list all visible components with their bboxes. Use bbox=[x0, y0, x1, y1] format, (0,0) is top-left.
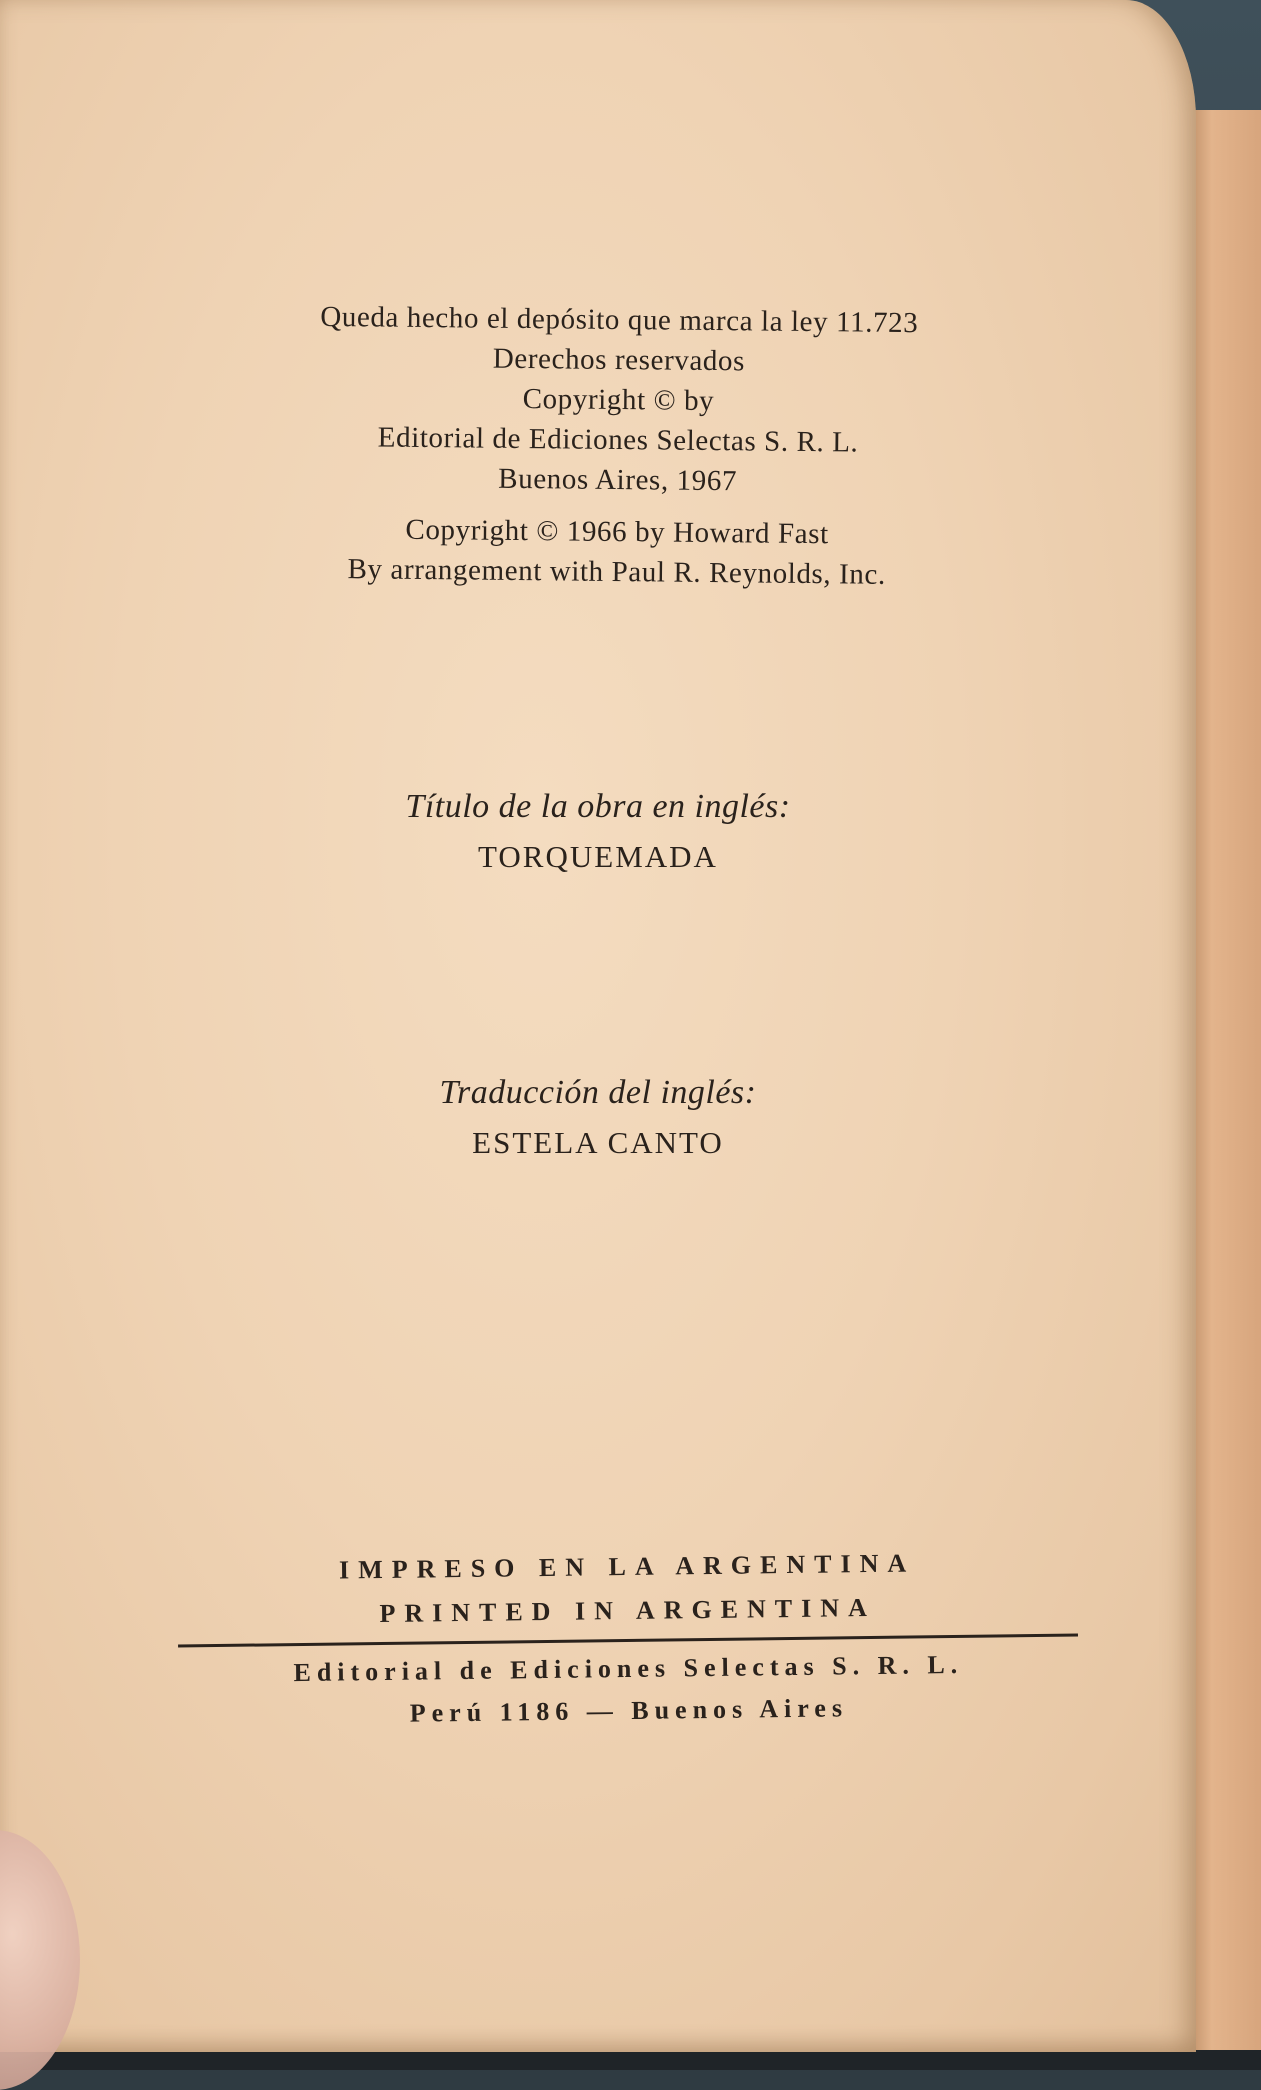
printed-in-english-line: PRINTED IN ARGENTINA bbox=[379, 1592, 877, 1629]
publisher-line: Editorial de Ediciones Selectas S. R. L. bbox=[377, 421, 859, 459]
original-title-block bbox=[0, 782, 1196, 882]
printed-in-spanish-line: IMPRESO EN LA ARGENTINA bbox=[338, 1548, 916, 1585]
copyright-block bbox=[19, 294, 1218, 599]
copyright-by-line: Copyright © by bbox=[522, 383, 715, 418]
original-title-value: TORQUEMADA bbox=[478, 839, 718, 874]
imprint-footer bbox=[29, 1538, 1227, 1740]
arrangement-line: By arrangement with Paul R. Reynolds, Inc. bbox=[347, 553, 886, 591]
original-copyright-line: Copyright © 1966 by Howard Fast bbox=[405, 513, 829, 551]
legal-deposit-line: Queda hecho el depósito que marca la ley 11.723 bbox=[320, 300, 919, 340]
rights-reserved-line: Derechos reservados bbox=[492, 342, 746, 378]
publisher-address: Perú 1186 — Buenos Aires bbox=[409, 1693, 849, 1728]
translator-name: ESTELA CANTO bbox=[472, 1125, 724, 1160]
city-year-line: Buenos Aires, 1967 bbox=[498, 462, 738, 498]
original-title-label: Título de la obra en inglés: bbox=[405, 788, 791, 825]
translation-label: Traducción del inglés: bbox=[439, 1074, 757, 1111]
book-bottom-edge bbox=[0, 2050, 1261, 2070]
translation-block bbox=[0, 1068, 1196, 1168]
publisher-name: Editorial de Ediciones Selectas S. R. L. bbox=[293, 1649, 964, 1688]
